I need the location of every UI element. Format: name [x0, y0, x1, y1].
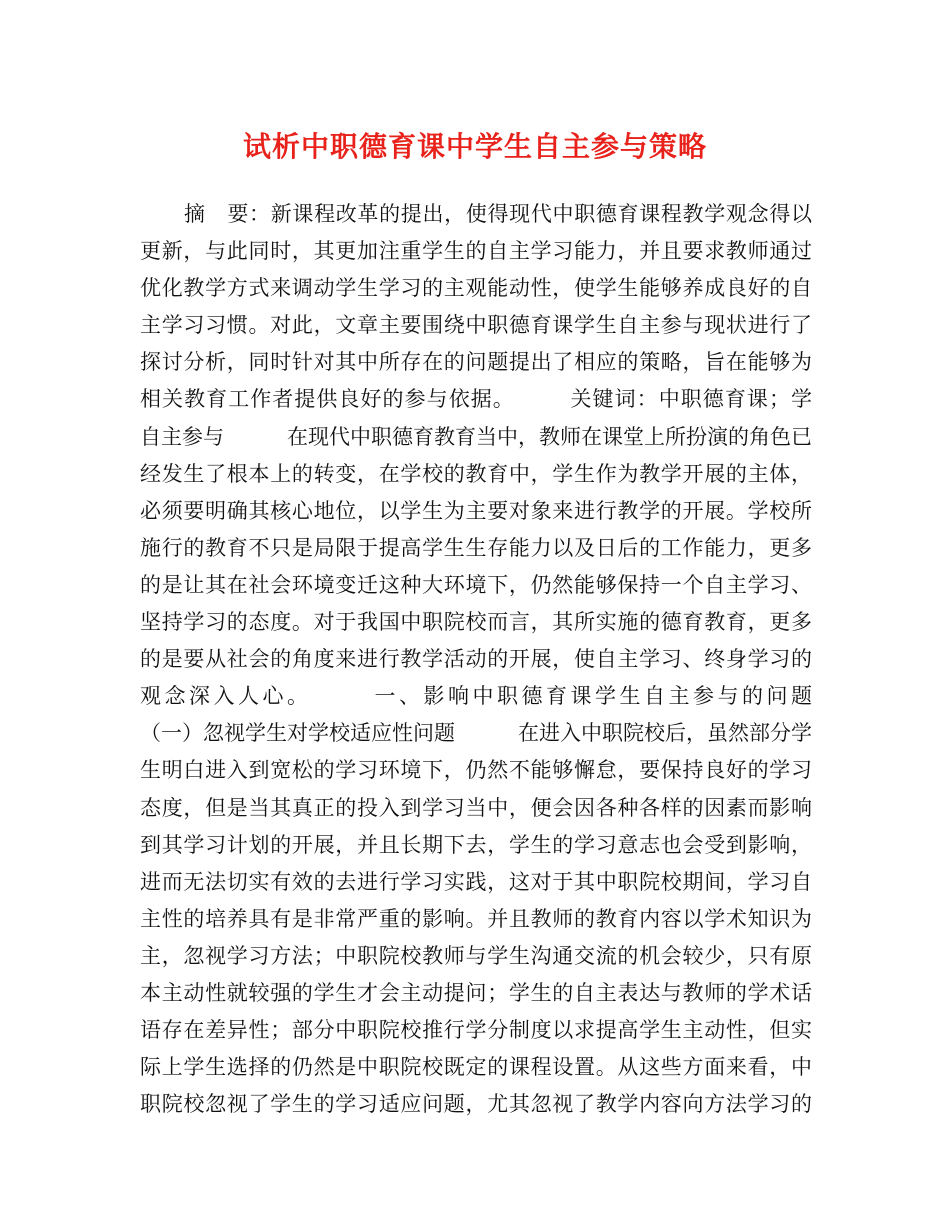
- body-line: （一）忽视学生对学校适应性问题 在进入中职院校后，虽然部分学: [140, 721, 812, 746]
- body-line: 优化教学方式来调动学生学习的主观能动性，使学生能够养成良好的自: [140, 276, 812, 301]
- document-body: [140, 196, 812, 1123]
- body-line: 主性的培养具有是非常严重的影响。并且教师的教育内容以学术知识为: [140, 906, 812, 931]
- body-line: 主学习习惯。对此，文章主要围绕中职德育课学生自主参与现状进行了: [140, 313, 812, 338]
- body-line: 探讨分析，同时针对其中所存在的问题提出了相应的策略，旨在能够为: [140, 350, 812, 375]
- body-line: 的是要从社会的角度来进行教学活动的开展，使自主学习、终身学习的: [140, 647, 812, 672]
- body-line: 到其学习计划的开展，并且长期下去，学生的学习意志也会受到影响，: [140, 832, 812, 857]
- body-line: 语存在差异性；部分中职院校推行学分制度以求提高学生主动性，但实: [140, 1018, 812, 1043]
- body-line: 主，忽视学习方法；中职院校教师与学生沟通交流的机会较少，只有原: [140, 943, 812, 968]
- body-line: 摘 要：新课程改革的提出，使得现代中职德育课程教学观念得以: [184, 202, 812, 226]
- body-line: 生明白进入到宽松的学习环境下，仍然不能够懈怠，要保持良好的学习: [140, 758, 812, 783]
- body-line: 相关教育工作者提供良好的参与依据。 关键词：中职德育课；学: [140, 387, 812, 412]
- body-line: 观念深入人心。 一、影响中职德育课学生自主参与的问题: [140, 684, 812, 709]
- body-line: 际上学生选择的仍然是中职院校既定的课程设置。从这些方面来看，中: [140, 1055, 812, 1080]
- body-line: 施行的教育不只是局限于提高学生生存能力以及日后的工作能力，更多: [140, 535, 812, 560]
- body-line: 坚持学习的态度。对于我国中职院校而言，其所实施的德育教育，更多: [140, 610, 812, 635]
- body-line: 必须要明确其核心地位，以学生为主要对象来进行教学的开展。学校所: [140, 498, 812, 523]
- body-line: 自主参与 在现代中职德育教育当中，教师在课堂上所扮演的角色已: [140, 424, 812, 449]
- body-line: 本主动性就较强的学生才会主动提问；学生的自主表达与教师的学术话: [140, 980, 812, 1005]
- body-line: 经发生了根本上的转变，在学校的教育中，学生作为教学开展的主体，: [140, 461, 812, 486]
- body-line: 态度，但是当其真正的投入到学习当中，便会因各种各样的因素而影响: [140, 795, 812, 820]
- body-line: 的是让其在社会环境变迁这种大环境下，仍然能够保持一个自主学习、: [140, 572, 812, 597]
- body-line: 职院校忽视了学生的学习适应问题，尤其忽视了教学内容向方法学习的: [140, 1092, 812, 1117]
- body-line: 进而无法切实有效的去进行学习实践，这对于其中职院校期间，学习自: [140, 869, 812, 894]
- body-line: 更新，与此同时，其更加注重学生的自主学习能力，并且要求教师通过: [140, 239, 812, 264]
- document-title: 试析中职德育课中学生自主参与策略: [242, 130, 707, 163]
